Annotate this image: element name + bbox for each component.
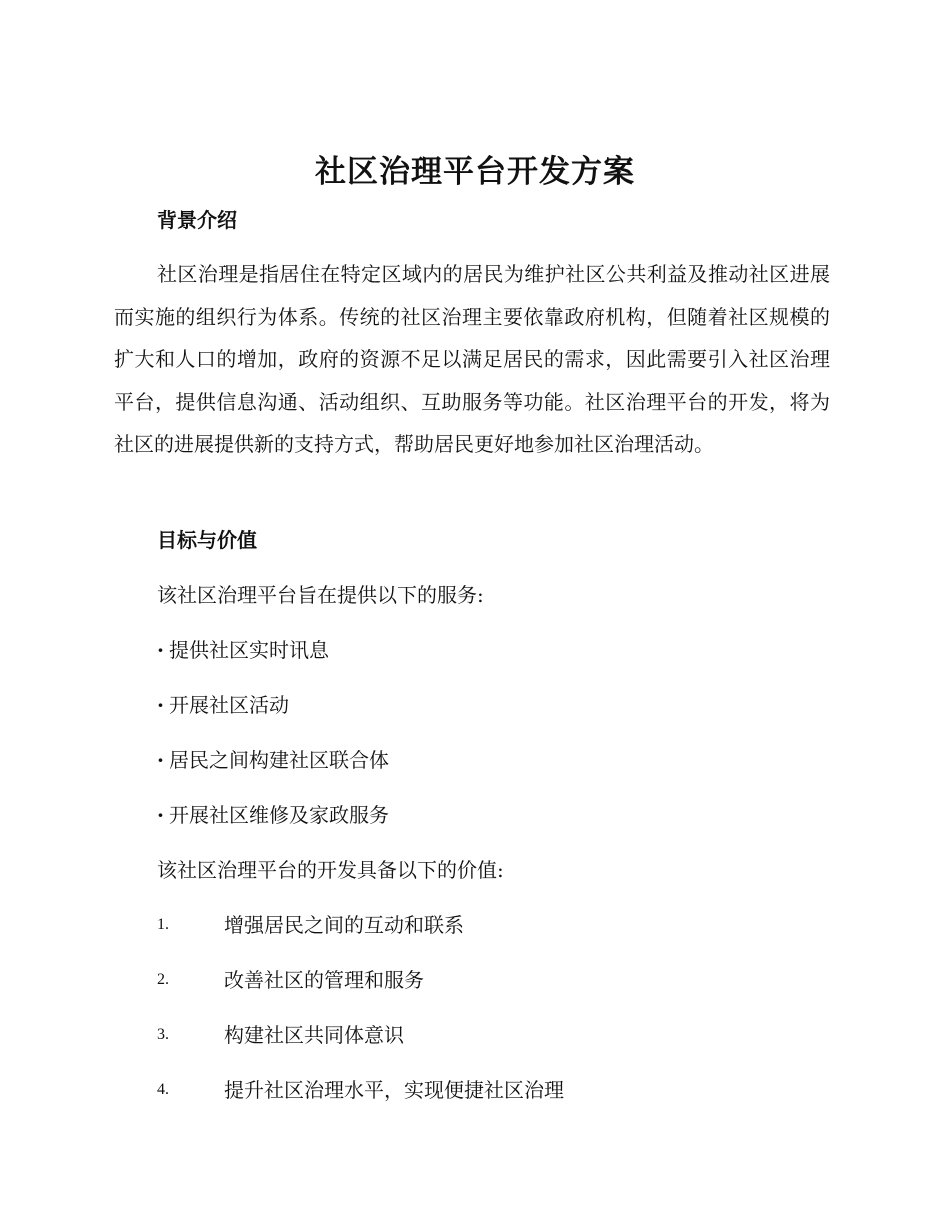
item-text: 改善社区的管理和服务: [224, 968, 424, 992]
item-number: 4.: [157, 1081, 169, 1098]
list-item-text: 开展社区活动: [169, 693, 289, 717]
item-number: 2.: [157, 971, 169, 988]
item-number: 1.: [157, 916, 169, 933]
item-number: 3.: [157, 1026, 169, 1043]
section-heading-background: 背景介绍: [157, 208, 237, 232]
background-paragraph: 社区治理是指居住在特定区域内的居民为维护社区公共利益及推动社区进展而实施的组织行为体系。传统的社区治理主要依靠政府机构，但随着社区规模的扩大和人口的增加，政府的资源不足以满足居民的需求，因此需要引入社区治理平台，提供信息沟通、活动组织、互助服务等功能。社区治理平台的开发，将为社区的进展提供新的支持方式，帮助居民更好地参加社区治理活动。: [114, 262, 830, 456]
list-item: [157, 691, 289, 719]
list-item-text: 居民之间构建社区联合体: [169, 748, 389, 772]
section-heading-goals: 目标与价值: [157, 528, 257, 552]
services-intro: 该社区治理平台旨在提供以下的服务:: [157, 583, 484, 607]
document-title: 社区治理平台开发方案: [315, 154, 635, 190]
item-text: 增强居民之间的互动和联系: [224, 913, 464, 937]
bullet-mark: ·: [157, 803, 164, 827]
values-intro: 该社区治理平台的开发具备以下的价值:: [157, 858, 504, 882]
item-text: 构建社区共同体意识: [224, 1023, 404, 1047]
list-item: [157, 746, 389, 774]
list-item-text: 提供社区实时讯息: [169, 638, 329, 662]
bullet-mark: ·: [157, 693, 164, 717]
list-item-text: 开展社区维修及家政服务: [169, 803, 389, 827]
list-item: [157, 801, 389, 829]
bullet-mark: ·: [157, 638, 164, 662]
list-item: [157, 636, 329, 664]
bullet-mark: ·: [157, 748, 164, 772]
item-text: 提升社区治理水平，实现便捷社区治理: [224, 1078, 564, 1102]
